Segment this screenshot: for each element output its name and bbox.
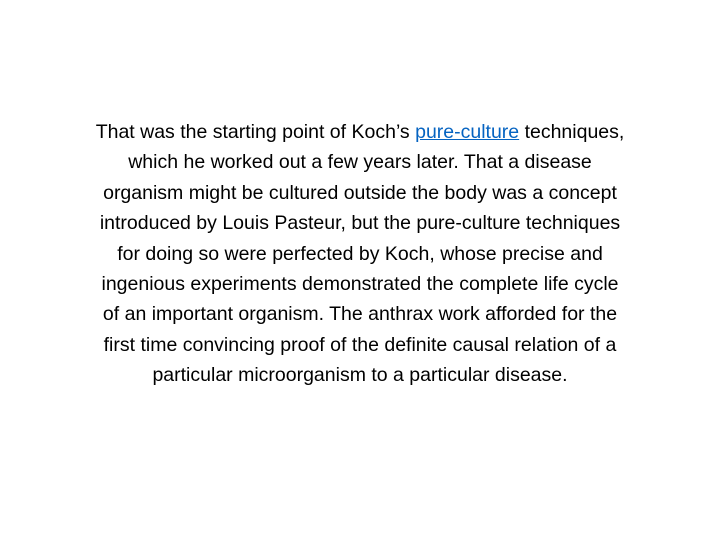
text-line-7: of an important organism. The anthrax work afforded for the bbox=[102, 303, 618, 326]
text-line-6: ingenious experiments demonstrated the complete life cycle bbox=[101, 273, 619, 296]
text-line-8: first time convincing proof of the definite causal relation of a bbox=[103, 333, 617, 356]
pure-culture-link[interactable]: pure-culture bbox=[415, 121, 520, 143]
text-line-3: organism might be cultured outside the body was a concept bbox=[103, 181, 617, 204]
text-segment: That was the starting point of Koch’s bbox=[95, 121, 416, 143]
text-line-1 bbox=[30, 117, 690, 147]
text-line-9: particular microorganism to a particular disease. bbox=[152, 364, 568, 387]
text-line-4: introduced by Louis Pasteur, but the pure-culture techniques bbox=[99, 212, 621, 235]
text-line-2: which he worked out a few years later. That a disease bbox=[128, 151, 592, 174]
text-line-5: for doing so were perfected by Koch, whose precise and bbox=[117, 242, 603, 265]
body-paragraph bbox=[30, 117, 690, 391]
text-segment: techniques, bbox=[519, 121, 625, 143]
